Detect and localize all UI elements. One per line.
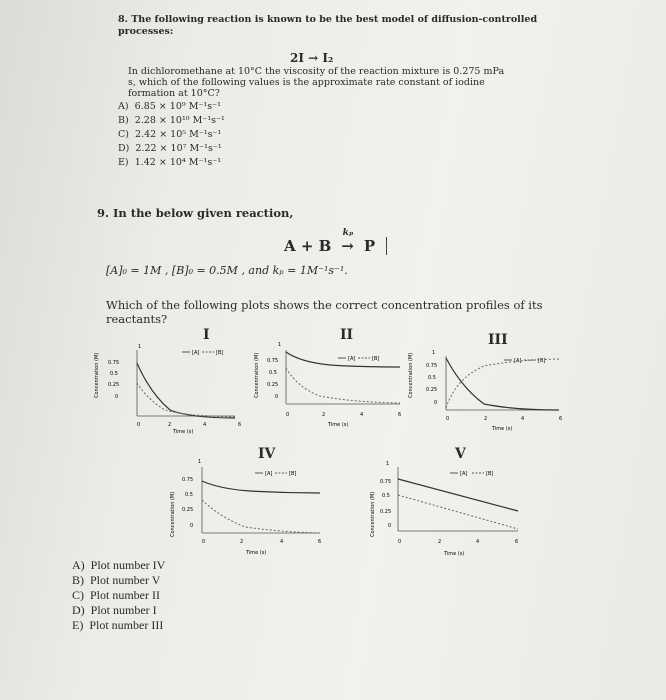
plot-label-V: V <box>455 446 466 462</box>
q8-stem-line: s, which of the following values is the approximate rate constant of iodine <box>128 77 485 88</box>
plot-label-IV: IV <box>258 446 276 462</box>
tick-label: 0.75 <box>380 479 392 485</box>
tick-label: 6 <box>559 416 563 422</box>
x-axis-label: Time (s) <box>444 551 465 557</box>
q8-stem-line: In dichloromethane at 10°C the viscosity of the reaction mixture is 0.275 mPa <box>128 66 505 77</box>
tick-label: 6 <box>318 539 322 545</box>
tick-label: 1 <box>278 342 282 348</box>
tick-label: 0.25 <box>267 382 279 388</box>
q9-title: 9. In the below given reaction, <box>97 206 294 220</box>
series-a-line <box>286 352 400 367</box>
y-axis-label: Concentration (M) <box>170 491 176 537</box>
q9-option[interactable]: C) Plot number II <box>72 588 160 602</box>
series-a-line <box>137 363 235 418</box>
q8-intro-cont: processes: <box>118 26 174 37</box>
tick-label: 0.75 <box>182 477 194 483</box>
tick-label: 0 <box>137 422 141 428</box>
legend-b: [B] <box>486 471 494 477</box>
q9-prompt: Which of the following plots shows the correct concentration profiles of its reactants? <box>106 298 543 326</box>
q8-option[interactable]: A) 6.85 × 10⁹ M⁻¹s⁻¹ <box>118 101 221 112</box>
tick-label: 1 <box>386 461 390 467</box>
tick-label: 0.25 <box>182 507 194 513</box>
series-b-line <box>137 383 235 417</box>
tick-label: 2 <box>322 412 326 418</box>
tick-label: 0 <box>202 539 206 545</box>
series-b-line <box>202 500 320 533</box>
q8-stem-line: formation at 10°C? <box>128 88 220 99</box>
legend-a: [A] <box>192 350 200 356</box>
legend-a: [A] <box>460 471 468 477</box>
plot-label-I: I <box>203 327 210 343</box>
tick-label: 4 <box>521 416 525 422</box>
legend-b: [B] <box>289 471 297 477</box>
tick-label: 6 <box>238 422 242 428</box>
x-axis-label: Time (s) <box>246 550 267 556</box>
plot-V <box>360 455 530 565</box>
tick-label: 4 <box>203 422 207 428</box>
tick-label: 4 <box>280 539 284 545</box>
tick-label: 0 <box>286 412 290 418</box>
series-a-line <box>446 358 559 410</box>
plot-II <box>250 338 410 438</box>
tick-label: 0.5 <box>428 375 436 381</box>
tick-label: 0 <box>388 523 392 529</box>
x-axis-label: Time (s) <box>492 426 513 432</box>
tick-label: 0.5 <box>110 371 118 377</box>
series-b-line <box>286 368 400 403</box>
series-a-line <box>202 481 320 493</box>
tick-label: 0 <box>434 400 438 406</box>
q9-options <box>72 558 165 633</box>
q8-option[interactable]: E) 1.42 × 10⁴ M⁻¹s⁻¹ <box>118 157 222 168</box>
legend-b: [B] <box>216 350 224 356</box>
tick-label: 2 <box>484 416 488 422</box>
tick-label: 2 <box>168 422 172 428</box>
tick-label: 4 <box>360 412 364 418</box>
tick-label: 0.75 <box>108 360 120 366</box>
tick-label: 0.25 <box>380 509 392 515</box>
tick-label: 0 <box>398 539 402 545</box>
y-axis-label: Concentration (M) <box>254 352 260 398</box>
tick-label: 1 <box>432 350 436 356</box>
tick-label: 0.25 <box>426 387 438 393</box>
series-b-line <box>398 495 518 529</box>
tick-label: 0 <box>446 416 450 422</box>
y-axis-label: Concentration (M) <box>370 491 376 537</box>
legend-b: [B] <box>372 356 380 362</box>
legend-a: [A] <box>265 471 273 477</box>
legend-a: [A] <box>348 356 356 362</box>
q8-reaction: 2I → I₂ <box>290 51 334 65</box>
text-cursor <box>386 237 387 255</box>
tick-label: 4 <box>476 539 480 545</box>
q9-option[interactable]: E) Plot number III <box>72 618 164 632</box>
plot-III <box>404 338 574 438</box>
plot-I <box>90 338 250 438</box>
q8-stem <box>128 66 504 99</box>
y-axis-label: Concentration (M) <box>408 352 414 398</box>
tick-label: 0.75 <box>426 363 438 369</box>
x-axis-label: Time (s) <box>173 429 194 435</box>
tick-label: 0.75 <box>267 358 279 364</box>
q9-reaction: A + B kₚ → P <box>284 237 387 255</box>
q8-intro: 8. The following reaction is known to be the best model of diffusion-controlled <box>118 14 538 25</box>
q8-option[interactable]: C) 2.42 × 10⁵ M⁻¹s⁻¹ <box>118 129 222 140</box>
q9-option[interactable]: D) Plot number I <box>72 603 157 617</box>
q8-option[interactable]: B) 2.28 × 10¹⁰ M⁻¹s⁻¹ <box>118 115 225 126</box>
q8-options <box>118 100 225 170</box>
x-axis-label: Time (s) <box>328 422 349 428</box>
legend-b: [B] <box>538 358 546 364</box>
reaction-arrow-icon: kₚ → <box>341 228 354 255</box>
plot-IV <box>160 455 330 565</box>
tick-label: 1 <box>198 459 202 465</box>
q9-option[interactable]: B) Plot number V <box>72 573 161 587</box>
tick-label: 0.25 <box>108 382 120 388</box>
tick-label: 6 <box>515 539 519 545</box>
series-a-line <box>398 479 518 511</box>
q9-option[interactable]: A) Plot number IV <box>72 558 166 572</box>
plot-label-II: II <box>340 327 354 343</box>
tick-label: 2 <box>438 539 442 545</box>
tick-label: 0.5 <box>382 493 390 499</box>
tick-label: 0 <box>190 523 194 529</box>
tick-label: 2 <box>240 539 244 545</box>
legend-a: [A] <box>514 358 522 364</box>
q8-option[interactable]: D) 2.22 × 10⁷ M⁻¹s⁻¹ <box>118 143 222 154</box>
q9-conditions: [A]₀ = 1M , [B]₀ = 0.5M , and kₚ = 1M⁻¹s⁻¹. <box>106 264 348 277</box>
plot-label-III: III <box>488 332 508 348</box>
tick-label: 1 <box>138 344 142 350</box>
tick-label: 0 <box>275 394 279 400</box>
tick-label: 0 <box>115 394 119 400</box>
y-axis-label: Concentration (M) <box>94 352 100 398</box>
tick-label: 0.5 <box>185 492 193 498</box>
tick-label: 6 <box>398 412 402 418</box>
tick-label: 0.5 <box>269 370 277 376</box>
